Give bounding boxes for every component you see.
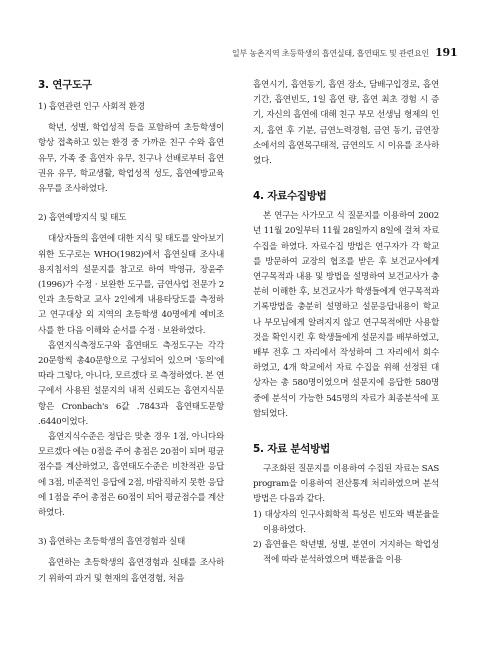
subsection-2-title: 2) 흡연예방지식 및 태도 [38,213,127,224]
running-header [232,46,458,59]
page-number: 191 [435,46,458,59]
subsection-3-body: 흡연하는 초등학생의 흡연경험과 실태를 조사하기 위하여 과거 및 현재의 흡연경험, 처음 [38,558,224,584]
subsection-1-title: 1) 흡연관련 인구 사회적 환경 [38,102,145,112]
section-3-title: 3. 연구도구 [38,79,92,91]
running-title: 일부 농촌지역 초등학생의 흡연실태, 흡연태도 및 관련요인 [232,49,430,58]
section-5-title: 5. 자료 분석방법 [253,443,330,456]
subsection-3-title: 3) 흡연하는 초등학생의 흡연경험과 실태 [38,537,186,548]
continued-paragraph: 흡연시기, 흡연동기, 흡연 장소, 담배구입경로, 흡연기간, 흡연빈도, 1일 흡연 량, 흡연 최초 경험 시 증기, 자신의 흡연에 대해 친구 부모 선생님 형제의 인지, 흡연 후 기분, 금연노력경험, 금연 동기, 금연장소에서의 흡연목구태적, 금연의도 시 이유를 조사하였다. [253,80,439,167]
right-column [253,78,439,568]
subsection-1-body: 학년, 성별, 학업성적 등을 포함하여 초등학생이 항상 접촉하고 있는 환경 중 가까운 친구 수와 흡연유무, 가족 중 흡연자 유무, 친구나 선배로부터 흡연권유 유무, 학교생활, 학업성적 성도, 흡연예방교육유무를 조사하였다. [38,123,224,195]
analysis-item: 1) 대상자의 인구사회학적 특성은 빈도와 백분율을 이용하였다. [253,509,439,535]
subsection-2-para-2: 흡연지식측정도구와 흡연태도 측정도구는 각각 20문항씩 총40문항으로 구성되어 있으며 '동의'에 따라 그렇다, 아니다, 모르겠다 로 측정하였다. 본 연구에서 사용된 설문지의 내적 신뢰도는 흡연지식문항은 Cronbach's 6값 .7843과 흡연태도문항 .6440이었다. [38,340,224,427]
subsection-2-para-1: 대상자들의 흡연에 대한 지식 및 태도를 알아보기 위한 도구로는 WHO(1982)에서 흡연실태 조사내용지침서의 설문지를 참고로 하여 박영규, 장윤주(1996)가 수정 · 보완한 도구를, 금연사업 전문가 2인과 초등학교 교사 2인에게 내용타당도를 측정하고 연구대상 외 지역의 초등학생 40명에게 예비조사를 한 다음 이해와 순서를 수정 · 보완하였다. [38,234,224,336]
left-column [38,78,224,587]
section-4-title: 4. 자료수집방법 [253,190,327,203]
section-5-body: 구조화된 질문지를 이용하여 수집된 자료는 SAS program을 이용하여 전산통계 처리하였으며 분석방법은 다음과 같다. [253,464,439,505]
section-4-body: 본 연구는 사가모고 식 질문지를 이용하여 2002년 11월 20일부터 11월 28일까지 8일에 걸쳐 자료 수집을 하였다. 자료수집 방법은 연구자가 각 학교를 방문하여 교장의 협조를 받은 후 보건교사에게 연구목적과 내용 및 방법을 설명하여 보건교사가 충분히 이해한 후, 보건교사가 학생들에게 연구목적과 기록방법을 충분히 설명하고 설문응답내용이 학교나 부모님에게 알려지지 않고 연구목적에만 사용할 것을 확인시킨 후 학생들에게 설문지를 배부하였고, 배부 전후 그 자리에서 작성하여 그 자리에서 회수하였고, 4개 학교에서 자료 수집을 위해 선정된 대상자는 총 580명이었으며 설문지에 응답한 580명중에 분석이 가능한 545명의 자료가 최종분석에 포함되었다. [253,211,439,419]
subsection-2-para-3: 흡연지식수준은 정답은 맞춘 경우 1점, 아니다와 모르겠다 에는 0점을 주어 총점은 20점이 되며 평균점수를 계산하였고, 흡연태도수준은 비찬적관 응답에 3점, 비준적인 응답에 2점, 바람직하지 못한 응답에 1점을 주어 총점은 60점이 되어 평균점수를 계산하였다. [38,432,225,519]
analysis-item: 2) 흡연율은 학년별, 성별, 분연이 거지하는 학업성적에 따라 분석하였으며 백분율을 이용 [253,540,439,566]
